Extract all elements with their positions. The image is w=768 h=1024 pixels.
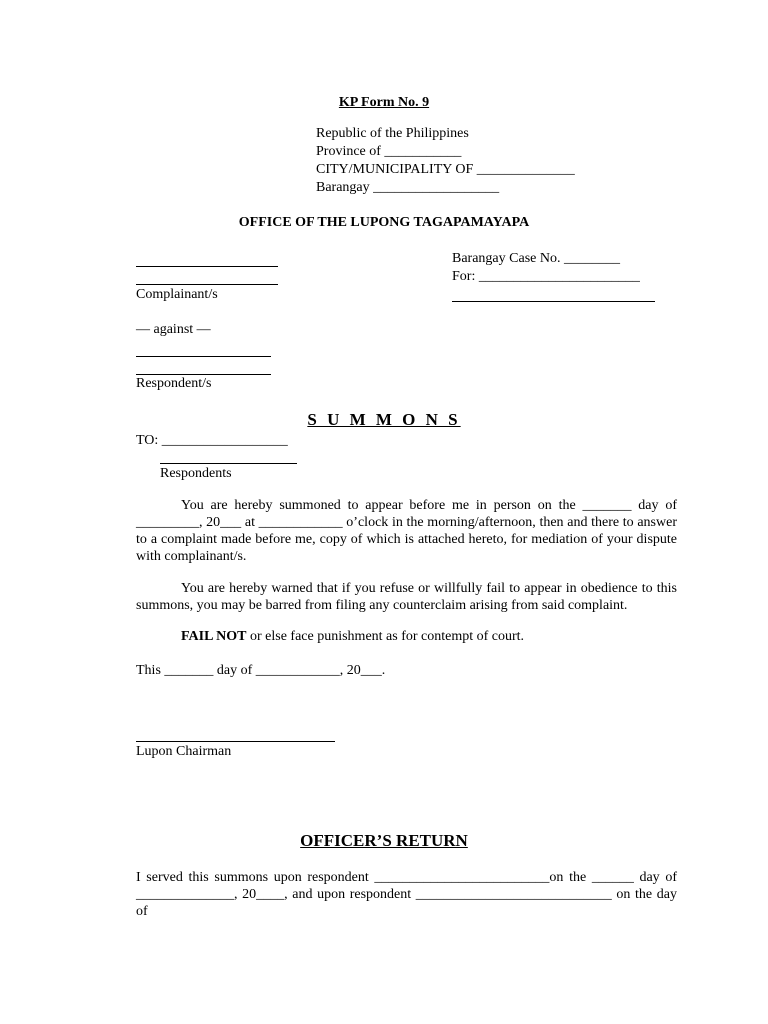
summons-paragraph-2 [136, 580, 677, 614]
case-number: Barangay Case No. ________ [452, 251, 620, 266]
form-number: KP Form No. 9 [338, 95, 430, 110]
summons-paragraph-1 [136, 497, 677, 565]
province-line: Province of ___________ [316, 144, 462, 159]
republic-line: Republic of the Philippines [316, 126, 469, 141]
fail-not-rest: or else face punishment as for contempt of court. [246, 629, 525, 644]
to-line-2 [160, 463, 297, 464]
summons-paragraph-2-text: You are hereby warned that if you refuse or willfully fail to appear in obedience to this summons, you may be barred from filing any counterclaim arising from said complaint. [136, 581, 677, 613]
case-for: For: _______________________ [452, 269, 640, 284]
fail-not-line [181, 628, 524, 646]
barangay-line: Barangay __________________ [316, 180, 500, 195]
office-title: OFFICE OF THE LUPONG TAGAPAMAYAPA [238, 215, 530, 230]
complainant-line-1 [136, 266, 278, 267]
complainant-label: Complainant/s [136, 287, 218, 302]
respondents-label: Respondents [160, 466, 232, 481]
case-for-line-2 [452, 301, 655, 302]
summons-to: TO: __________________ [136, 433, 288, 448]
chairman-signature-line [136, 741, 335, 742]
summons-title: S U M M O N S [307, 410, 461, 429]
officers-return-title: OFFICER’S RETURN [300, 831, 468, 850]
complainant-line-2 [136, 284, 278, 285]
against-label: — against — [136, 322, 211, 337]
chairman-label: Lupon Chairman [136, 744, 232, 759]
officers-return-text: I served this summons upon respondent _________________________on the ______ day of ______________, 20____, and upon respondent ____________________________ on the day of [136, 870, 677, 919]
fail-not-bold: FAIL NOT [181, 629, 247, 644]
city-line: CITY/MUNICIPALITY OF ______________ [316, 162, 575, 177]
officers-return-paragraph [136, 869, 677, 920]
summons-paragraph-1-text: You are hereby summoned to appear before me in person on the _______ day of _________, 20___ at ____________ o’clock in the morning/afternoon, then and there to answer to a complaint made before me, copy of which is attached hereto, for mediation of your dispute with complainant/s. [136, 498, 677, 564]
date-line: This _______ day of ____________, 20___. [136, 663, 386, 678]
respondent-label: Respondent/s [136, 376, 212, 391]
respondent-line-1 [136, 356, 271, 357]
